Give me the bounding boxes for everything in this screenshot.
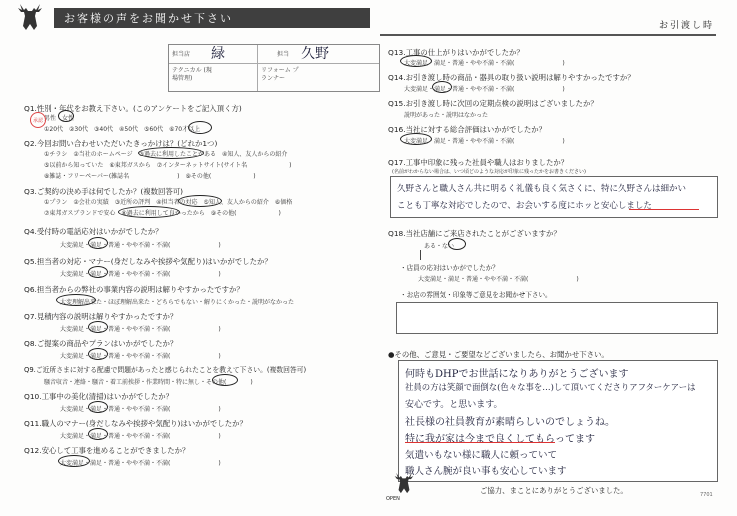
- header-right-title: お引渡し時: [658, 21, 714, 31]
- sales-value: 久野: [301, 46, 329, 62]
- store-atmos-label: ・お店の雰囲気・印象等ご意見をお聞かせ下さい。: [400, 291, 552, 299]
- opinion-line-1: 何時もDHPでお世話になりありがとうございます: [405, 369, 629, 380]
- q3-circle-1: [178, 195, 222, 207]
- q17-underline: [629, 209, 699, 210]
- q2-label: Q2.今回お問い合わせいただいたきっかけは？(どれか1つ): [24, 139, 218, 148]
- q10-circle: [88, 401, 108, 413]
- footer-logo-text: OPEN: [386, 496, 400, 502]
- header-title-bar: [54, 8, 370, 28]
- q1-label: Q1.性別・年代をお教え下さい。(このアンケートをご記入頂く方): [24, 104, 242, 113]
- q3-label: Q3.ご契約の決め手は何でしたか？(複数回答可): [24, 187, 184, 196]
- closing-text: ご協力、まことにありがとうございました。: [480, 486, 628, 495]
- q12-scale[interactable]: 大変満足・満足・普通・やや不満・不満( ): [60, 460, 221, 467]
- q16-label: Q16.当社に対する総合評価はいかがでしたか？: [388, 125, 546, 134]
- q7-label: Q7.見積内容の説明は解りやすかったですか？: [24, 312, 178, 321]
- q15-label: Q15.お引き渡し時に次回の定期点検の説明はございましたか？: [388, 99, 598, 108]
- q18-arrow: [420, 250, 421, 260]
- opinion-line-4: 社長様の社員教育が素晴らしいのでしょうね。: [405, 417, 615, 428]
- q15-scale[interactable]: 説明があった・説明はなかった: [404, 112, 488, 119]
- opinion-box[interactable]: [398, 360, 718, 482]
- q12-label: Q12.安心して工事を進めることができましたか？: [24, 446, 190, 455]
- opinion-line-2: 社員の方は笑顔で面倒な(色々な事を…)して頂いてくださりアフターケアーは: [405, 382, 696, 392]
- q9-label: Q9.ご近所さまに対する配慮で問題があったと感じられたことを教えて下さい。(複数回答可): [24, 366, 307, 374]
- q12-circle: [58, 455, 90, 467]
- opinion-heading: ●その他、ご意見・ご要望などございましたら、お聞かせ下さい。: [388, 350, 609, 359]
- q17-label: Q17.工事中印象に残った社員や職人はおりましたか？: [388, 158, 569, 167]
- q4-circle: [88, 237, 108, 249]
- q4-scale[interactable]: 大変満足・満足・普通・やや不満・不満( ): [60, 242, 221, 249]
- q17-note: (名前がわからない場合は、いつ頃どのような対応が印象に残ったかをお書きください): [392, 169, 586, 175]
- header-right-rule: [380, 20, 716, 36]
- q1-age-circle: [188, 121, 212, 134]
- q2-opts-1[interactable]: ①チラシ ②当社のホームページ ③過去に利用したことがある ④知人、友人からの紹介: [44, 151, 288, 158]
- q5-circle: [88, 266, 108, 278]
- deer-footer-icon: [390, 470, 418, 496]
- q14-scale[interactable]: 大変満足・満足・普通・やや不満・不満( ): [404, 86, 565, 93]
- q3-circle-2: [118, 206, 180, 218]
- q9-scale[interactable]: 騒音収音・連絡・騒音・着工前挨拶・作業時間・特に無し・その他( ): [44, 379, 253, 386]
- form-code: 7701: [700, 492, 713, 498]
- q3-opts-1[interactable]: ①プラン ②会社の実績 ③近所の評判 ④担当者の対応 ⑤知人、友人からの紹介 ⑥価格: [44, 199, 293, 206]
- q14-circle: [432, 81, 452, 93]
- store-label: 担当店: [172, 51, 191, 58]
- q7-scale[interactable]: 大変満足・満足・普通・やや不満・不満( ): [60, 326, 221, 333]
- q17-line-1: 久野さんと職人さん共に明るく礼儀も良く気さくに、特に久野さんは細かい: [397, 184, 687, 194]
- q8-scale[interactable]: 大変満足・満足・普通・やや不満・不満( ): [60, 353, 221, 360]
- q18-label: Q18.当社店舗にご来店されたことがございますか？: [388, 229, 561, 238]
- q7-circle: [88, 321, 108, 333]
- approval-stamp: 承認: [30, 112, 46, 128]
- q11-circle: [88, 428, 108, 440]
- store-atmos-box[interactable]: [396, 302, 718, 334]
- opinion-underline: [405, 442, 555, 443]
- q13-label: Q13.工事の仕上がりはいかがでしたか？: [388, 48, 524, 57]
- opinion-line-6: 気遣いもない様に職人に頼っていて: [405, 450, 558, 461]
- store-response-scale[interactable]: 大変満足・満足・普通・やや不満・不満( ): [418, 276, 579, 283]
- q6-circle: [56, 294, 96, 306]
- q10-scale[interactable]: 大変満足・満足・普通・やや不満・不満( ): [60, 406, 221, 413]
- q3-opts-2[interactable]: ⑦東邦ガスブランドで安心 ⑧過去に利用して良かったから ⑨その他( ): [44, 210, 281, 217]
- store-response-label: ・店員の応対はいかがでしたか？: [400, 264, 499, 272]
- q16-circle: [400, 133, 432, 145]
- q4-label: Q4.受付時の電話応対はいかがでしたか？: [24, 227, 163, 236]
- q13-circle: [400, 55, 432, 67]
- sales-label: 担当: [277, 51, 290, 58]
- q2-opts-2[interactable]: ⑤以前から知っていた ⑥東邦ガスから ⑦インターネットサイト(サイト名 ): [44, 162, 292, 169]
- q17-answer-box[interactable]: [390, 176, 718, 218]
- q16-scale[interactable]: 大変満足・満足・普通・やや不満・不満( ): [404, 138, 565, 145]
- opinion-line-5: 特に我が家は今まで良くしてもらってます: [405, 434, 595, 445]
- q13-scale[interactable]: 大変満足・満足・普通・やや不満・不満( ): [404, 60, 565, 67]
- header-title: お客様の声をお聞かせ下さい: [64, 12, 233, 25]
- reform-label: リフォーム プランナー: [261, 67, 299, 82]
- q8-circle: [88, 348, 108, 360]
- store-value: 緑: [211, 46, 225, 62]
- q11-label: Q11.職人のマナー(身だしなみや挨拶や気配り)はいかがでしたか？: [24, 419, 247, 428]
- q11-scale[interactable]: 大変満足・満足・普通・やや不満・不満( ): [60, 433, 221, 440]
- q1-gender[interactable]: 男性 女性: [44, 115, 75, 122]
- q1-age[interactable]: ①20代 ②30代 ③40代 ④50代 ⑤60代 ⑥70才以上: [44, 126, 201, 133]
- q1-circle: [58, 110, 74, 122]
- q2-circle: [138, 147, 204, 159]
- q18-circle: [448, 238, 466, 250]
- opinion-line-3: 安心です。と思います。: [405, 400, 503, 410]
- deer-logo-icon: [12, 2, 48, 32]
- q10-label: Q10.工事中の美化(清掃)はいかがでしたか？: [24, 392, 173, 401]
- q2-opts-3[interactable]: ⑧雑誌・フリーペーパー(雑誌名 ) ⑨その他( ): [44, 173, 256, 180]
- opinion-line-7: 職人さん腕が良い事も安心しています: [405, 466, 567, 477]
- q5-scale[interactable]: 大変満足・満足・普通・やや不満・不満( ): [60, 271, 221, 278]
- q8-label: Q8.ご提案の商品やプランはいかがでしたか？: [24, 339, 178, 348]
- q6-scale[interactable]: 大変理解出来た・ほぼ理解出来た・どちらでもない・解りにくかった・説明がなかった: [60, 299, 294, 306]
- tech-label: テクニカル (現場管理): [172, 67, 212, 82]
- staff-box: [168, 44, 380, 92]
- q5-label: Q5.担当者の対応・マナー(身だしなみや挨拶や気配り)はいかがでしたか？: [24, 257, 272, 266]
- q18-scale[interactable]: ある・ない: [424, 243, 455, 250]
- q14-label: Q14.お引き渡し時の商品・器具の取り扱い説明は解りやすかったですか？: [388, 73, 635, 82]
- q17-line-2: ことも丁寧な対応でしたので、お会いする度にホッと安心しました: [397, 201, 652, 211]
- q6-label: Q6.担当者からの弊社の事業内容の説明は解りやすかったですか？: [24, 285, 244, 294]
- q9-circle: [212, 374, 238, 386]
